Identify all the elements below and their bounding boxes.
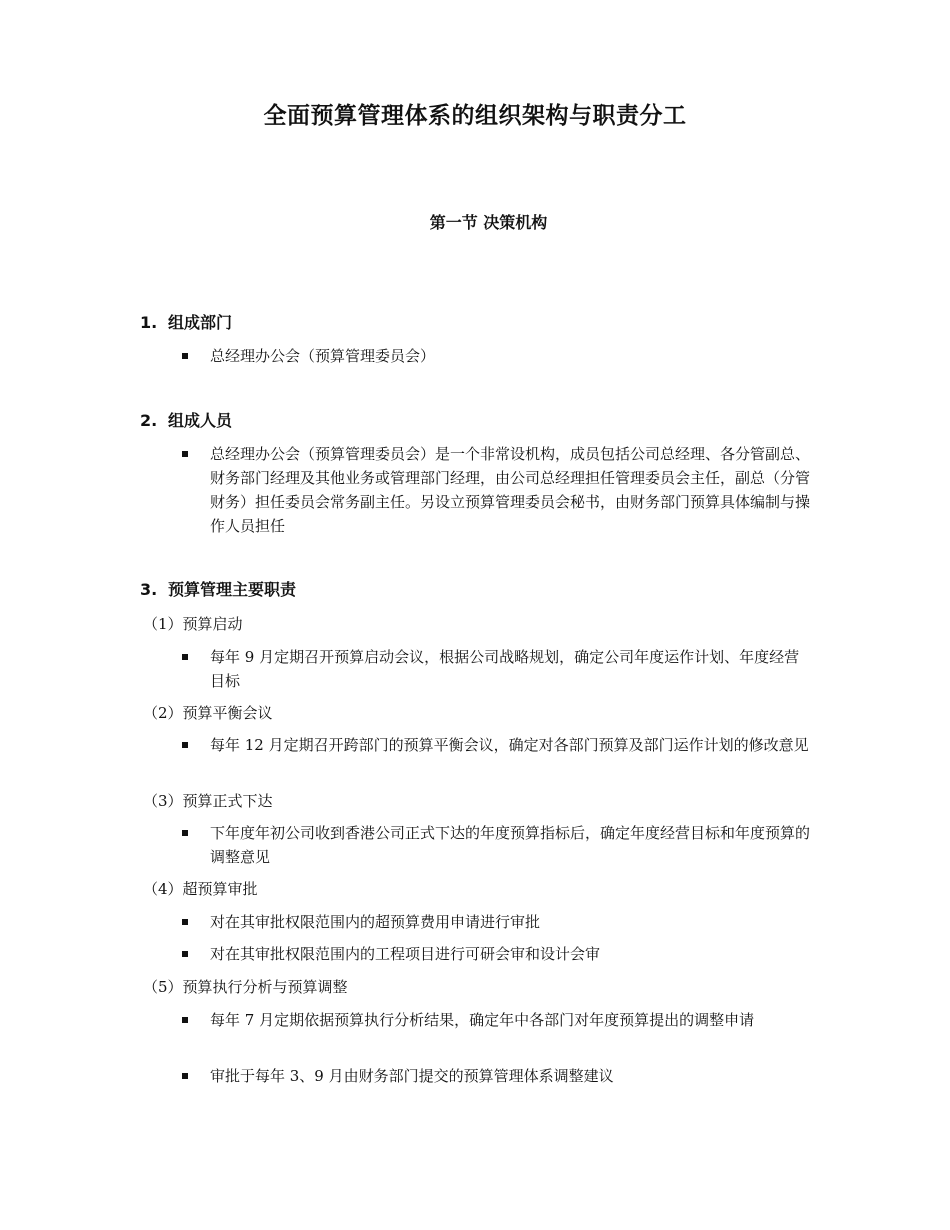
square-bullet-icon [182,742,188,748]
bullet-text: 对在其审批权限范围内的超预算费用申请进行审批 [210,913,541,931]
square-bullet-icon [182,654,188,660]
heading-main-responsibilities [140,578,296,602]
square-bullet-icon [182,353,188,359]
subheading-budget-balance-meeting: （2）预算平衡会议 [143,704,273,722]
heading-number: 3. [140,580,158,599]
subheading-execution-analysis-adjustment: （5）预算执行分析与预算调整 [143,978,348,996]
square-bullet-icon [182,451,188,457]
bullet-text: 审批于每年 3、9 月由财务部门提交的预算管理体系调整建议 [210,1067,614,1085]
heading-text: 组成部门 [168,313,233,332]
subheading-budget-issuance: （3）预算正式下达 [143,792,273,810]
section-title: 第一节 决策机构 [429,213,548,232]
bullet-text: 下年度年初公司收到香港公司正式下达的年度预算指标后，确定年度经营目标和年度预算的调整意见 [210,824,811,866]
subheading-budget-start: （1）预算启动 [143,615,243,633]
subheading-over-budget-approval: （4）超预算审批 [143,880,258,898]
bullet-text: 每年 7 月定期依据预算执行分析结果，确定年中各部门对年度预算提出的调整申请 [210,1011,755,1029]
heading-number: 1. [140,313,158,332]
square-bullet-icon [182,1017,188,1023]
bullet-item [182,942,812,966]
heading-composition-members [140,409,232,433]
bullet-item [182,344,812,368]
bullet-text: 每年 12 月定期召开跨部门的预算平衡会议，确定对各部门预算及部门运作计划的修改意见 [210,736,809,754]
bullet-item [182,910,812,934]
square-bullet-icon [182,1073,188,1079]
heading-text: 组成人员 [168,411,233,430]
bullet-item [182,442,812,538]
bullet-item [182,733,812,757]
bullet-text: 对在其审批权限范围内的工程项目进行可研会审和设计会审 [210,945,601,963]
bullet-text: 总经理办公会（预算管理委员会）是一个非常设机构，成员包括公司总经理、各分管副总、财务部门经理及其他业务或管理部门经理，由公司总经理担任管理委员会主任，副总（分管财务）担任委员会常务副主任。另设立预算管理委员会秘书，由财务部门预算具体编制与操作人员担任 [210,445,811,535]
heading-number: 2. [140,411,158,430]
bullet-item [182,1064,812,1088]
document-title: 全面预算管理体系的组织架构与职责分工 [263,103,687,129]
bullet-text: 总经理办公会（预算管理委员会） [210,347,436,365]
bullet-item [182,645,812,693]
square-bullet-icon [182,830,188,836]
heading-text: 预算管理主要职责 [168,580,297,599]
square-bullet-icon [182,919,188,925]
bullet-text: 每年 9 月定期召开预算启动会议，根据公司战略规划，确定公司年度运作计划、年度经营目标 [210,648,800,690]
square-bullet-icon [182,951,188,957]
bullet-item [182,1008,812,1032]
bullet-item [182,821,812,869]
heading-composition-departments [140,311,232,335]
